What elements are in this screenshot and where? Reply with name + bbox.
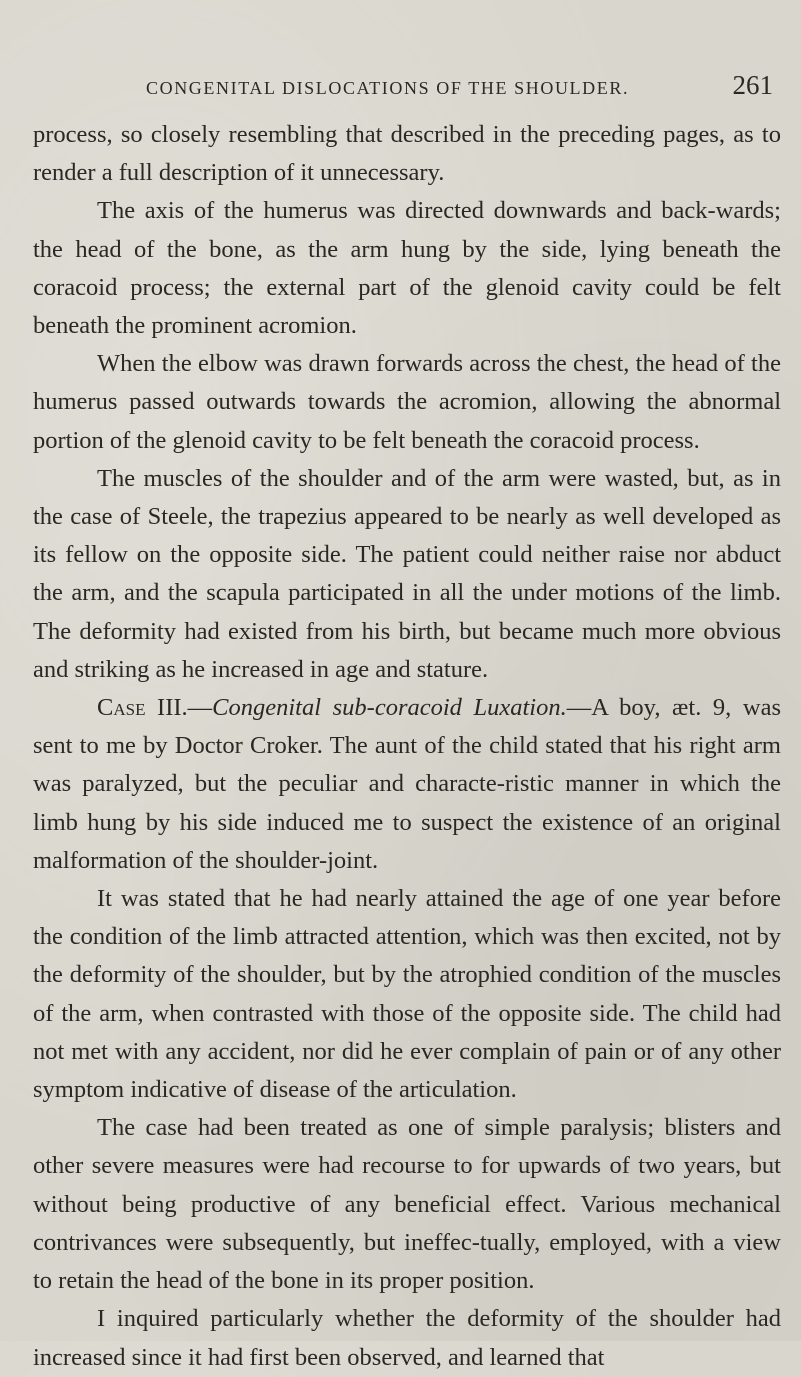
case-label: Case III.— xyxy=(97,694,213,722)
paragraph-case-3 xyxy=(33,689,781,880)
paragraph-1: process, so closely resembling that described in the preceding pages, as to render a full description of it unnecessary. xyxy=(33,121,781,187)
running-title: CONGENITAL DISLOCATIONS OF THE SHOULDER. xyxy=(146,78,630,98)
case-title: Congenital sub-coracoid Luxation. xyxy=(212,694,567,722)
paragraph-7: The case had been treated as one of simple paralysis; blisters and other severe measures were had recourse to for upwards of two years, but without being productive of any beneficial effect. Various mechanical contrivances were subsequently, but ineffec-tually, employed, with a view to retain the head of the bone in its proper position. xyxy=(33,1114,781,1295)
page-number: 261 xyxy=(732,70,773,100)
paragraph-2: The axis of the humerus was directed downwards and back-wards; the head of the bone, as the arm hung by the side, lying beneath the coracoid process; the external part of the glenoid cavity could be felt beneath the prominent acromion. xyxy=(33,197,781,340)
body-text xyxy=(33,116,781,1377)
case-text: —A boy, æt. 9, was sent to me by Doctor Croker. The aunt of the child stated that his right arm was paralyzed, but the peculiar and characte-ristic manner in which the limb hung by his side induced me to suspect the existence of an original malformation of the shoulder-joint. xyxy=(33,694,781,874)
paragraph-3: When the elbow was drawn forwards across the chest, the head of the humerus passed outwards towards the acromion, allowing the abnormal portion of the glenoid cavity to be felt beneath the coracoid process. xyxy=(33,350,781,454)
paragraph-8: I inquired particularly whether the deformity of the shoulder had increased since it had first been observed, and learned that xyxy=(33,1305,781,1371)
paragraph-6: It was stated that he had nearly attained the age of one year before the condition of the limb attracted attention, which was then excited, not by the deformity of the shoulder, but by the atrophied condition of the muscles of the arm, when contrasted with those of the opposite side. The child had not met with any accident, nor did he ever complain of pain or of any other symptom indicative of disease of the articulation. xyxy=(33,885,781,1104)
paragraph-4: The muscles of the shoulder and of the arm were wasted, but, as in the case of Steele, the trapezius appeared to be nearly as well developed as its fellow on the opposite side. The patient could neither raise nor abduct the arm, and the scapula participated in all the under motions of the limb. The deformity had existed from his birth, but became much more obvious and striking as he increased in age and stature. xyxy=(33,464,781,683)
